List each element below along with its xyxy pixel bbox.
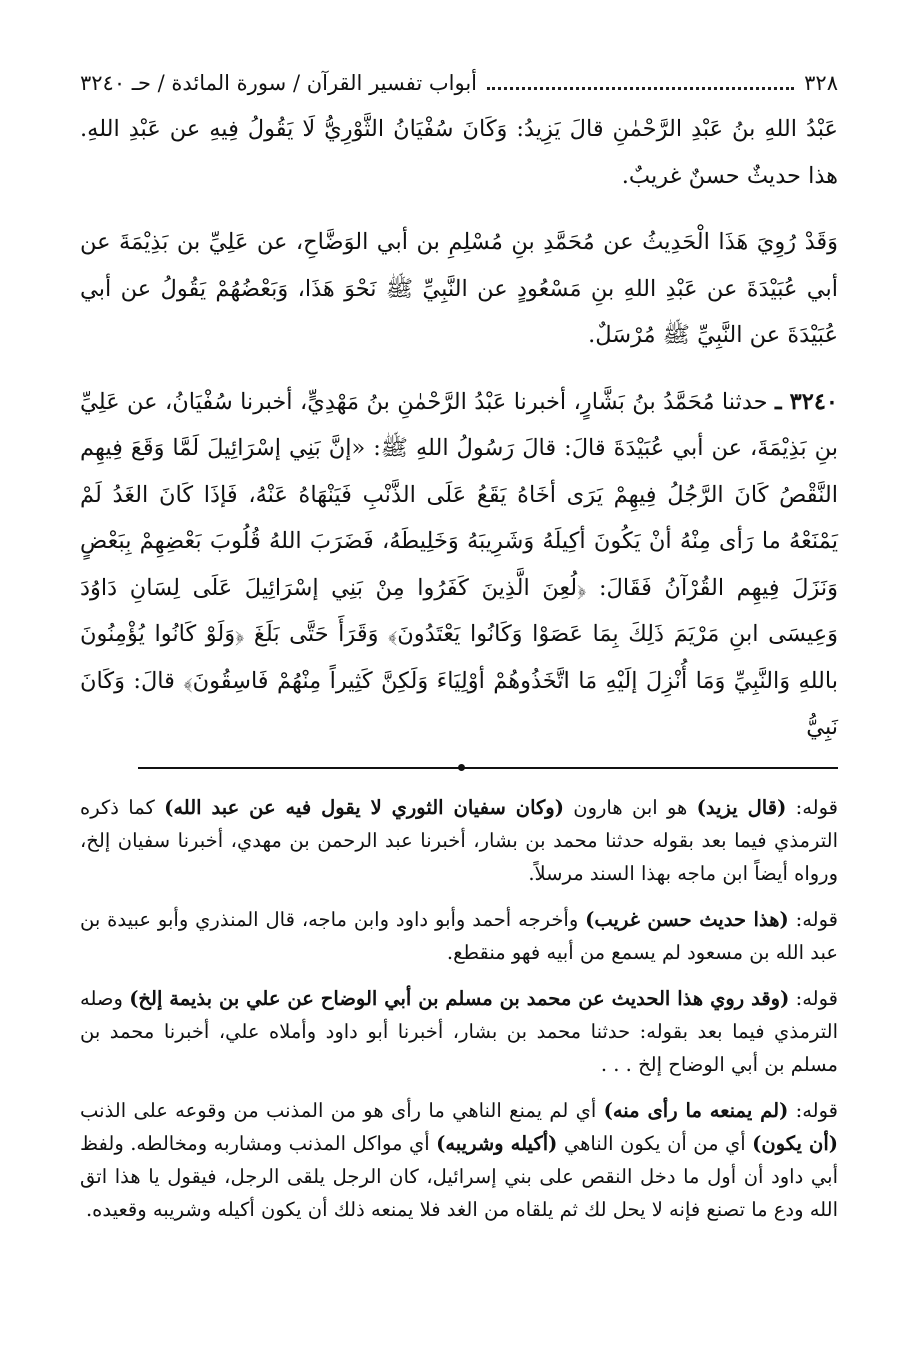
note-text: أي من أن يكون الناهي (557, 1131, 753, 1155)
note-lead: قوله: (795, 986, 838, 1010)
note-text: أي لم يمنع الناهي ما رأى هو من المذنب من وقوعه على الذنب (80, 1098, 604, 1122)
note-text: وأخرجه أحمد وأبو داود وابن ماجه، قال المنذري وأبو عبيدة بن عبد الله بن مسعود لم يسمع من أبيه فهو منقطع. (80, 907, 838, 964)
running-header (80, 60, 838, 100)
book-page (80, 60, 838, 1226)
note-quote: (أن يكون) (752, 1131, 838, 1155)
page-number: ٣٢٨ (804, 71, 838, 95)
note-2 (80, 903, 838, 969)
note-text: أي مواكل المذنب ومشاربه ومخالطه. ولفظ أبي داود أن أول ما دخل النقص على بني إسرائيل، كان الرجل يلقى الرجل، فيقول يا هذا اتق الله ودع ما تصنع فإنه لا يحل لك ثم يلقاه من الغد فلا يمنعه ذلك أن يكون أكيله وشريبه وقعيده. (80, 1131, 838, 1221)
note-text: هو ابن هارون (563, 795, 697, 819)
hadith-text (80, 106, 838, 751)
hadith-paragraph-3-text: حدثنا مُحَمَّدُ بنُ بَشَّارٍ، أخبرنا عَبْدُ الرَّحْمٰنِ بنُ مَهْدِيٍّ، أخبرنا سُفْيَانُ، عن عَلِيِّ بنِ بَذِيْمَةَ، عن أبي عُبَيْدَةَ قالَ: قالَ رَسُولُ اللهِ ﷺ: «إنَّ بَنِي إسْرَائِيلَ لَمَّا وَقَعَ فِيهِم النَّقْصُ كَانَ الرَّجُلُ فِيهِمْ يَرَى أخَاهُ يَقَعُ عَلَى الذَّنْبِ فَيَنْهَاهُ عَنْهُ، فَإذَا كَانَ الغَدُ لَمْ يَمْنَعْهُ ما رَأى مِنْهُ أنْ يَكُونَ أكِيلَهُ وَشَرِيبَهُ وَخَلِيطَهُ، فَضَرَبَ اللهُ قُلُوبَ بَعْضِهِمْ بِبَعْضٍ وَنَزَلَ فِيهِم القُرْآنُ فَقَالَ: ﴿لُعِنَ الَّذِينَ كَفَرُوا مِنْ بَنِي إسْرَائِيلَ عَلَى لِسَانِ دَاوُدَ وَعِيسَى ابنِ مَرْيَمَ ذَلِكَ بِمَا عَصَوْا وَكَانُوا يَعْتَدُونَ﴾ وَقَرَأَ حَتَّى بَلَغَ ﴿وَلَوْ كَانُوا يُؤْمِنُونَ باللهِ وَالنَّبِيِّ وَمَا أُنْزِلَ إلَيْهِ مَا اتَّخَذُوهُمْ أوْلِيَاءَ وَلَكِنَّ كَثِيراً مِنْهُمْ فَاسِقُونَ﴾ قالَ: وَكَانَ نَبِيُّ (80, 388, 838, 740)
note-quote: (وكان سفيان الثوري لا يقول فيه عن عبد الله) (164, 795, 564, 819)
note-3 (80, 982, 838, 1081)
commentary-notes (80, 791, 838, 1226)
note-quote: (أكيله وشريبه) (436, 1131, 558, 1155)
hadith-number: ٣٢٤٠ ـ (774, 388, 838, 415)
header-title: أبواب تفسير القرآن / سورة المائدة / حـ ٣٢٤٠ (80, 71, 477, 95)
hadith-paragraph-1: عَبْدُ اللهِ بنُ عَبْدِ الرَّحْمٰنِ قالَ يَزِيدُ: وَكَانَ سُفْيَانُ الثَّوْرِيُّ لَا يَقُولُ فِيهِ عن عَبْدِ اللهِ. هذا حديثٌ حسنٌ غريبٌ. (80, 116, 838, 189)
note-4 (80, 1094, 838, 1226)
hadith-paragraph-3 (80, 379, 838, 751)
hadith-paragraph-2: وَقَدْ رُوِيَ هَذَا الْحَدِيثُ عن مُحَمَّدِ بنِ مُسْلِمِ بن أبي الوَضَّاحِ، عن عَلِيِّ بن بَذِيْمَةَ عن أبي عُبَيْدَةَ عن عَبْدِ اللهِ بنِ مَسْعُودٍ عن النَّبِيِّ ﷺ نَحْوَ هَذَا، وَبَعْضُهُمْ يَقُولُ عن أبي عُبَيْدَةَ عن النَّبِيِّ ﷺ مُرْسَلٌ. (80, 229, 838, 348)
note-lead: قوله: (795, 1098, 838, 1122)
note-quote: (هذا حديث حسن غريب) (585, 907, 789, 931)
note-text: وصله الترمذي فيما بعد بقوله: حدثنا محمد بن بشار، أخبرنا أبو داود وأملاه علي، أخبرنا محمد بن مسلم بن أبي الوضاح إلخ . . . (80, 986, 838, 1076)
header-leader-dots (487, 86, 794, 90)
note-text: كما ذكره الترمذي فيما بعد بقوله حدثنا محمد بن بشار، أخبرنا عبد الرحمن بن مهدي، أخبرنا سفيان إلخ، ورواه أيضاً ابن ماجه بهذا السند مرسلاً. (80, 795, 838, 885)
note-lead: قوله: (795, 907, 838, 931)
note-1 (80, 791, 838, 890)
divider-dot (458, 764, 465, 771)
note-quote: (لم يمنعه ما رأى منه) (603, 1098, 789, 1122)
note-quote: (وقد روي هذا الحديث عن محمد بن مسلم بن أبي الوضاح عن علي بن بذيمة إلخ) (129, 986, 790, 1010)
note-lead: قوله: (795, 795, 839, 819)
note-quote: (قال يزيد) (696, 795, 787, 819)
footnote-divider (138, 767, 838, 769)
